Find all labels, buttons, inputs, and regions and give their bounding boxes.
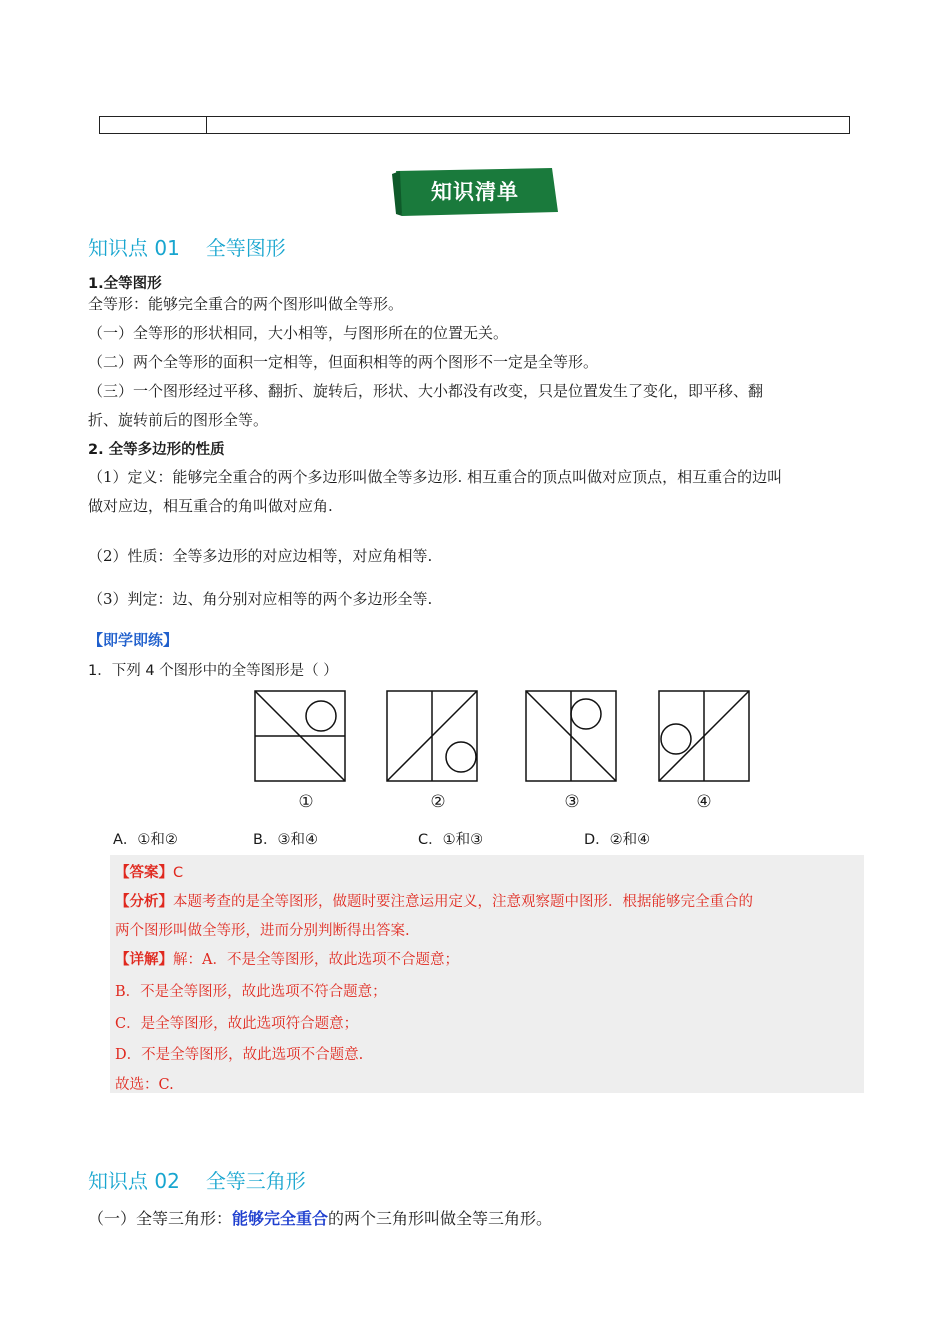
figure-3: [526, 691, 616, 781]
kp2-p1-post: 的两个三角形叫做全等三角形。: [328, 1209, 553, 1228]
figure-4: [659, 691, 749, 781]
analysis-line-1: [115, 890, 753, 911]
analysis-tag: 【分析】: [115, 894, 173, 910]
option-d: D．②和④: [584, 832, 651, 848]
banner-label: 知识清单: [431, 180, 519, 204]
analysis-line-2: 两个图形叫做全等形，进而分别判断得出答案.: [115, 923, 410, 939]
figure-label-4: ④: [696, 792, 712, 812]
answer-value: C: [173, 865, 184, 881]
s1-p3a: （三）一个图形经过平移、翻折、旋转后，形状、大小都没有改变，只是位置发生了变化，即平移、翻: [88, 382, 764, 400]
practice-label: 【即学即练】: [88, 631, 179, 649]
s1-p3b: 折、旋转前后的图形全等。: [88, 411, 269, 429]
s1-p2: （二）两个全等形的面积一定相等，但面积相等的两个图形不一定是全等形。: [88, 353, 599, 371]
s1-heading: 1.全等图形: [88, 276, 162, 292]
detail-line-4: D．不是全等图形，故此选项不合题意.: [115, 1047, 364, 1063]
header-table: [99, 116, 850, 134]
s1-def: 全等形：能够完全重合的两个图形叫做全等形。: [88, 295, 404, 313]
figure-label-3: ③: [564, 792, 580, 812]
detail-text-a: 解：A．不是全等图形，故此选项不合题意；: [173, 952, 459, 968]
figure-2: [387, 691, 477, 781]
kp2-title-text: 全等三角形: [205, 1169, 306, 1193]
kp1-title-text: 全等图形: [205, 236, 286, 260]
s2-p2: （2）性质：全等多边形的对应边相等，对应角相等.: [88, 547, 433, 565]
answer-line: [115, 861, 183, 882]
kp2-number: 知识点 02: [88, 1169, 180, 1193]
figure-1: [255, 691, 345, 781]
s1-p1: （一）全等形的形状相同，大小相等，与图形所在的位置无关。: [88, 324, 509, 342]
analysis-text-a: 本题考查的是全等图形，做题时要注意运用定义，注意观察题中图形．根据能够完全重合的: [173, 894, 753, 910]
s2-p1a: （1）定义：能够完全重合的两个多边形叫做全等多边形. 相互重合的顶点叫做对应顶点，相互重合的边叫: [88, 468, 783, 486]
conclusion-line: 故选：C.: [115, 1077, 174, 1093]
detail-line-2: B．不是全等图形，故此选项不符合题意；: [115, 984, 387, 1000]
table-divider: [206, 117, 207, 133]
figure-label-2: ②: [430, 792, 446, 812]
kp2-p1: [88, 1206, 552, 1229]
option-b: B．③和④: [253, 832, 318, 848]
practice-question: 1．下列 4 个图形中的全等图形是（ ）: [88, 663, 338, 679]
detail-tag: 【详解】: [115, 952, 173, 968]
option-a: A．①和②: [113, 832, 178, 848]
kp2-title: [88, 1165, 306, 1194]
option-c: C．①和③: [418, 832, 484, 848]
figures-row: [250, 686, 760, 786]
detail-line-1: [115, 948, 459, 969]
kp2-p1-pre: （一）全等三角形：: [88, 1209, 233, 1228]
detail-line-3: C．是全等图形，故此选项符合题意；: [115, 1016, 359, 1032]
s2-p1b: 做对应边，相互重合的角叫做对应角.: [88, 497, 333, 515]
kp1-number: 知识点 01: [88, 236, 180, 260]
kp1-title: [88, 232, 286, 261]
s2-heading: 2. 全等多边形的性质: [88, 442, 225, 458]
kp2-p1-highlight: 能够完全重合: [232, 1209, 329, 1228]
figure-label-1: ①: [298, 792, 314, 812]
s2-p3: （3）判定：边、角分别对应相等的两个多边形全等.: [88, 590, 433, 608]
answer-tag: 【答案】: [115, 865, 173, 881]
